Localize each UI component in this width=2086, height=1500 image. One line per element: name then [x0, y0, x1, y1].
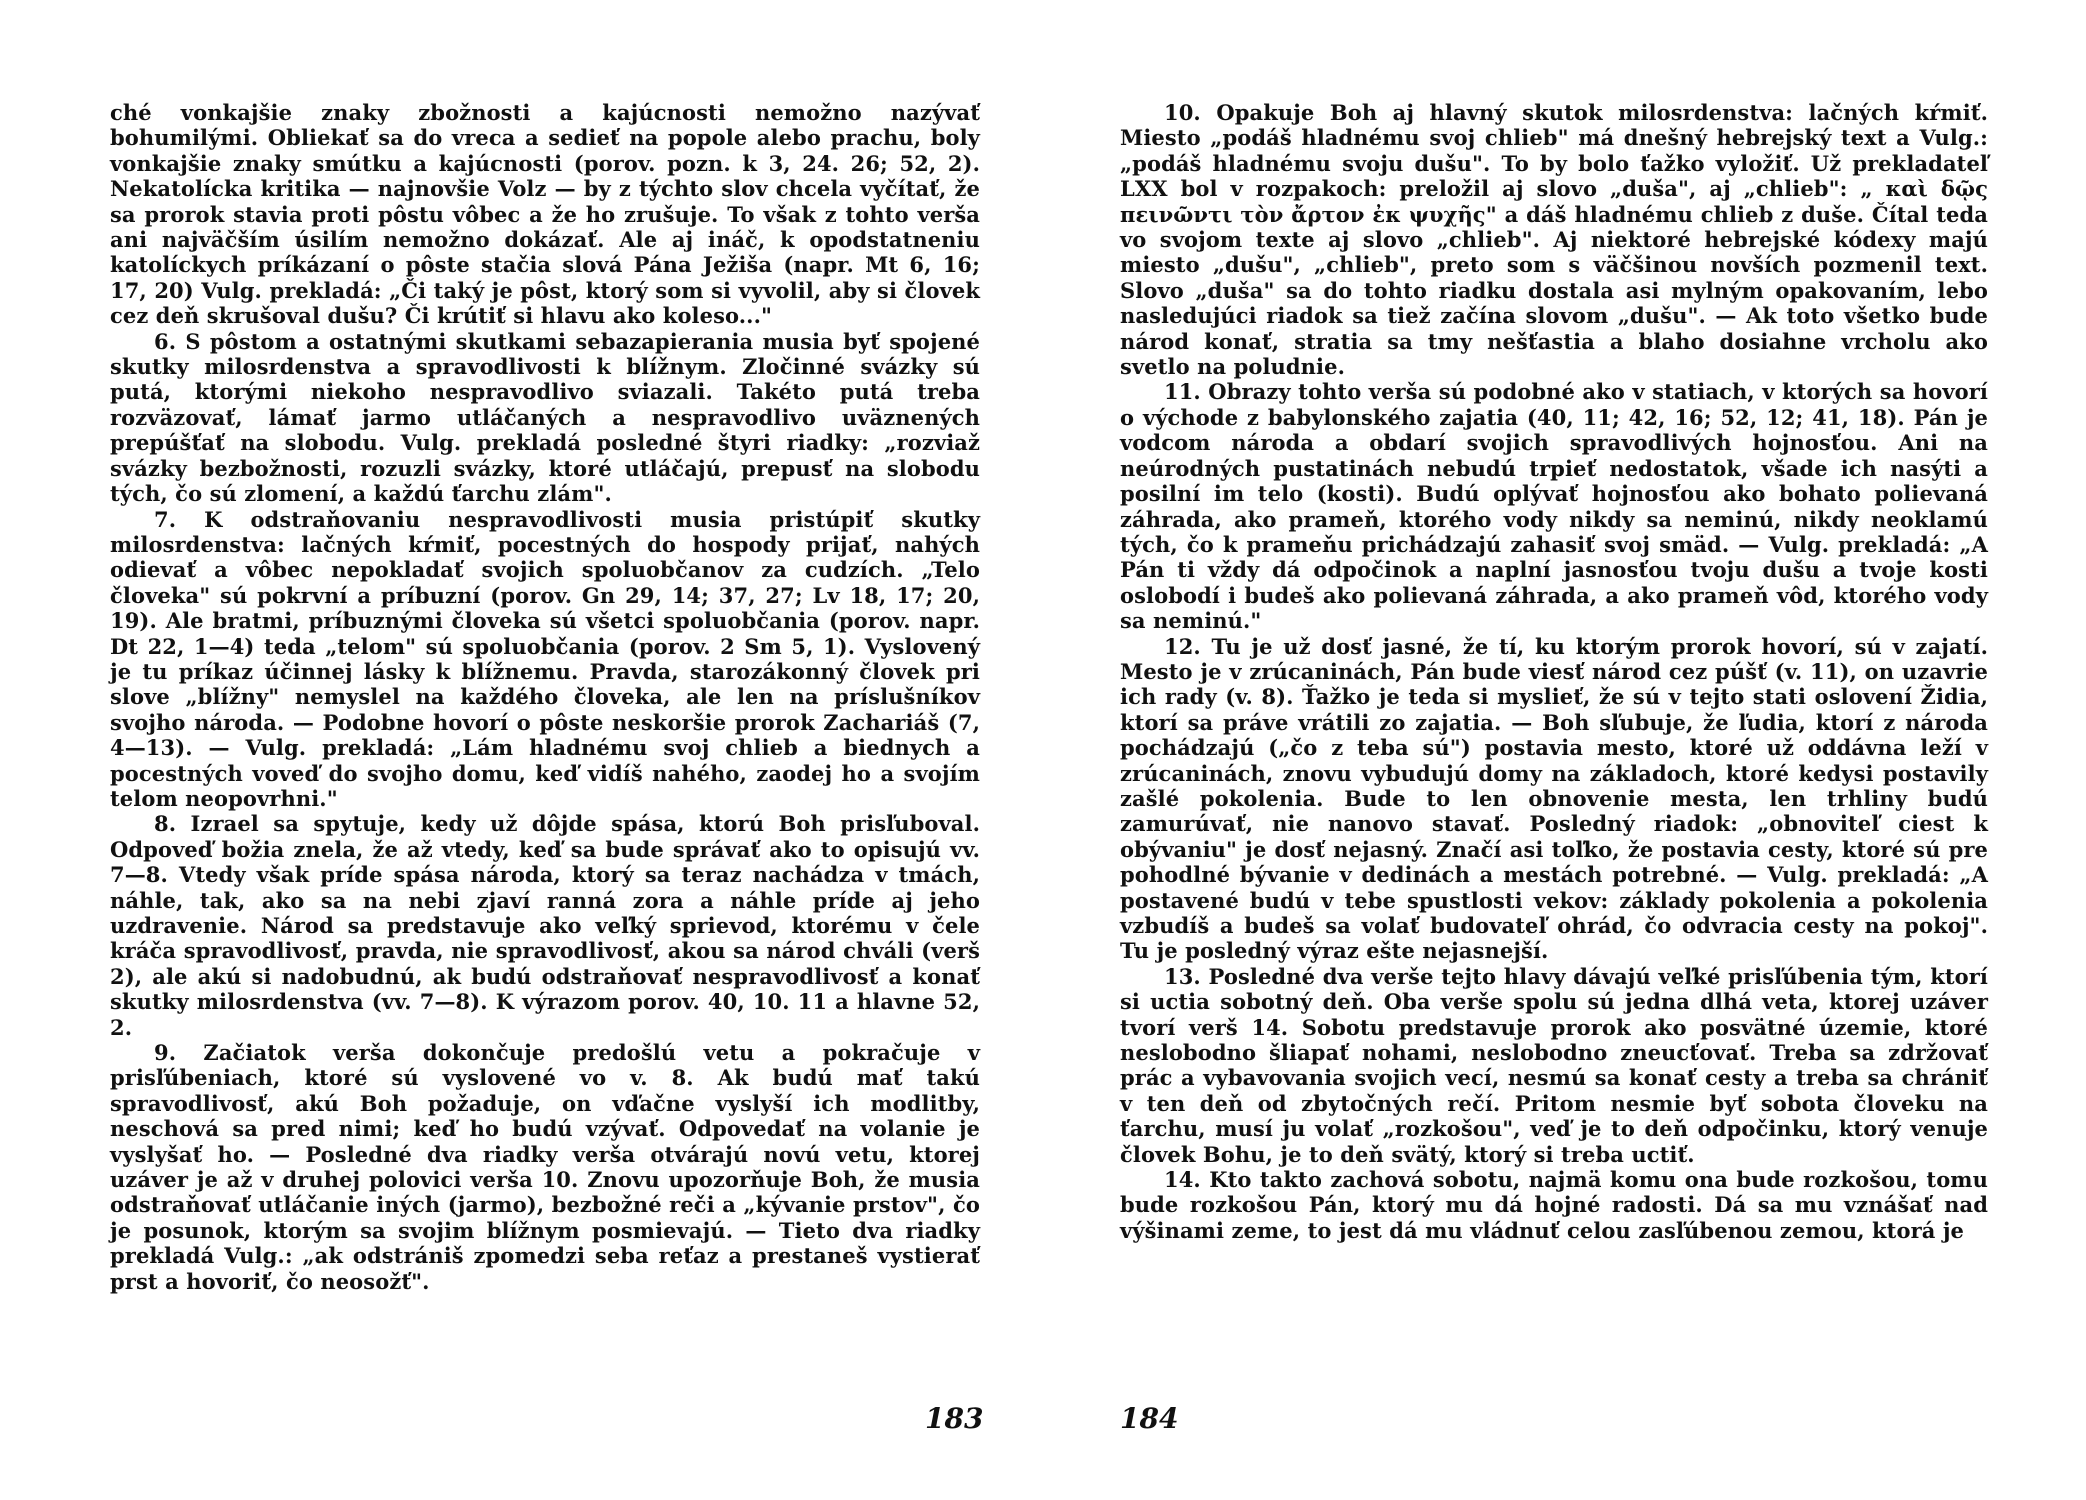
right-paragraph-13: 13. Posledné dva verše tejto hlavy dávajú veľké prisľúbenia tým, ktorí si uctia sobotný deň. Oba verše spolu sú jedna dlhá veta, ktorej uzáver tvorí verš 14. Sobotu predstavuje prorok ako posvätné územie, ktoré neslobodno šliapať nohami, neslobodno zneucťovať. Treba sa zdržovať prác a vybavovania svojich vecí, nesmú sa konať cesty a treba sa chrániť v ten deň od zbytočných rečí. Pritom nesmie byť sobota človeku na ťarchu, musí ju volať „rozkošou", veď je to deň odpočinku, ktorý venuje človek Bohu, je to deň svätý, ktorý si treba uctiť. [1120, 963, 1988, 1167]
left-paragraph-8: 8. Izrael sa spytuje, kedy už dôjde spása, ktorú Boh prisľuboval. Odpoveď božia znela, že až vtedy, keď sa bude správať ako to opisujú vv. 7—8. Vtedy však príde spása národa, ktorý sa teraz nachádza v tmách, náhle, tak, ako sa na nebi zjaví ranná zora a náhle príde aj jeho uzdravenie. Národ sa predstavuje ako veľký sprievod, ktorému v čele kráča spravodlivosť, pravda, nie spravodlivosť, akou sa národ chváli (verš 2), ale akú si nadobudnú, ak budú odstraňovať nespravodlivosť a konať skutky milosrdenstva (vv. 7—8). K výrazom porov. 40, 10. 11 a hlavne 52, 2. [110, 811, 980, 1040]
right-paragraph-12: 12. Tu je už dosť jasné, že tí, ku ktorým prorok hovorí, sú v zajatí. Mesto je v zrúcaninách, Pán bude viesť národ cez púšť (v. 11), on uzavrie ich rady (v. 8). Ťažko je teda si myslieť, že sú v tejto stati oslovení Židia, ktorí sa práve vrátili zo zajatia. — Boh sľubuje, že ľudia, ktorí z národa pochádzajú („čo z teba sú") postavia mesto, ktoré už oddávna leží v zrúcaninách, znovu vybudujú domy na základoch, ktoré kedysi postavily zašlé pokolenia. Bude to len obnovenie mesta, len trhliny budú zamurúvať, nie nanovo stavať. Posledný riadok: „obnoviteľ ciest k obývaniu" je dosť nejasný. Značí asi toľko, že postavia cesty, ktoré sú pre pohodlné bývanie v dedinách a mestách potrebné. — Vulg. prekladá: „A postavené budú v tebe spustlosti vekov: základy pokolenia a pokolenia vzbudíš a budeš sa volať budovateľ ohrád, čo odvracia cesty na pokoj". Tu je posledný výraz ešte nejasnejší. [1120, 633, 1988, 964]
left-paragraph-continued: ché vonkajšie znaky zbožnosti a kajúcnosti nemožno nazývať bohumilými. Obliekať sa do vreca a sedieť na popole alebo prachu, boly vonkajšie znaky smútku a kajúcnosti (porov. pozn. k 3, 24. 26; 52, 2). Nekatolícka kritika — najnovšie Volz — by z týchto slov chcela vyčítať, že sa prorok stavia proti pôstu vôbec a že ho zrušuje. To však z tohto verša ani najväčším úsilím nemožno dokázať. Ale aj ináč, k opodstatneniu katolíckych príkázaní o pôste stačia slová Pána Ježiša (napr. Mt 6, 16; 17, 20) Vulg. prekladá: „Či taký je pôst, ktorý som si vyvolil, aby si človek cez deň skrušoval dušu? Či krútiť si hlavu ako koleso..." [110, 100, 980, 329]
left-paragraph-6: 6. S pôstom a ostatnými skutkami sebazapierania musia byť spojené skutky milosrdenstva a spravodlivosti k blížnym. Zločinné svázky sú putá, ktorými niekoho nespravodlivo sviazali. Takéto putá treba rozväzovať, lámať jarmo utláčaných a nespravodlivo uväznených prepúšťať na slobodu. Vulg. prekladá posledné štyri riadky: „rozviaž svázky bezbožnosti, rozuzli svázky, ktoré utláčajú, prepusť na slobodu tých, čo sú zlomení, a každú ťarchu zlám". [110, 328, 980, 507]
left-page-number: 183 [925, 1402, 984, 1435]
right-paragraph-14: 14. Kto takto zachová sobotu, najmä komu ona bude rozkošou, tomu bude rozkošou Pán, ktorý mu dá hojné radosti. Dá sa mu vznášať nad výšinami zeme, to jest dá mu vládnuť celou zasľúbenou zemou, ktorá je [1120, 1167, 1988, 1243]
right-paragraph-11: 11. Obrazy tohto verša sú podobné ako v statiach, v ktorých sa hovorí o východe z babylonského zajatia (40, 11; 42, 16; 52, 12; 41, 18). Pán je vodcom národa a obdarí svojich spravodlivých hojnosťou. Ani na neúrodných pustatinách nebudú trpieť nedostatok, všade ich nasýti a posilní im telo (kosti). Budú oplývať hojnosťou ako bohato polievaná záhrada, ako prameň, ktorého vody nikdy sa neminú, nikdy neoklamú tých, čo k prameňu prichádzajú zahasiť svoj smäd. — Vulg. prekladá: „A Pán ti vždy dá odpočinok a naplní jasnosťou tvoju dušu a tvoje kosti oslobodí i budeš ako polievaná záhrada, a ako prameň vôd, ktorého vody sa neminú." [1120, 379, 1988, 634]
right-page-number: 184 [1120, 1402, 1179, 1435]
left-page [110, 100, 980, 1294]
left-paragraph-9: 9. Začiatok verša dokončuje predošlú vetu a pokračuje v prisľúbeniach, ktoré sú vyslovené vo v. 8. Ak budú mať takú spravodlivosť, akú Boh požaduje, on vďačne vyslyší ich modlitby, neschová sa pred nimi; keď ho budú vzývať. Odpovedať na volanie je vyslyšať ho. — Posledné dva riadky verša otvárajú novú vetu, ktorej uzáver je až v druhej polovici verša 10. Znovu upozorňuje Boh, že musia odstraňovať utláčanie iných (jarmo), bezbožné reči a „kývanie prstov", čo je posunok, ktorým sa svojim blížnym posmievajú. — Tieto dva riadky prekladá Vulg.: „ak odstrániš zpomedzi seba reťaz a prestaneš vystierať prst a hovoriť, čo neosožť". [110, 1040, 980, 1294]
right-page [1120, 100, 1988, 1243]
left-paragraph-7: 7. K odstraňovaniu nespravodlivosti musia pristúpiť skutky milosrdenstva: lačných kŕmiť, pocestných do hospody prijať, nahých odievať a vôbec nepokladať svojich spoluobčanov za cudzích. „Telo človeka" sú pokrvní a príbuzní (porov. Gn 29, 14; 37, 27; Lv 18, 17; 20, 19). Ale bratmi, príbuznými človeka sú všetci spoluobčania (porov. napr. Dt 22, 1—4) teda „telom" sú spoluobčania (porov. 2 Sm 5, 1). Vyslovený je tu príkaz účinnej lásky k blížnemu. Pravda, starozákonný človek pri slove „blížny" nemyslel na každého človeka, ale len na príslušníkov svojho národa. — Podobne hovorí o pôste neskoršie prorok Zachariáš (7, 4—13). — Vulg. prekladá: „Lám hladnému svoj chlieb a biednych a pocestných voveď do svojho domu, keď vidíš nahého, zaodej ho a svojím telom neopovrhni." [110, 506, 980, 811]
right-paragraph-10: 10. Opakuje Boh aj hlavný skutok milosrdenstva: lačných kŕmiť. Miesto „podáš hladnému svoj chlieb" má dnešný hebrejský text a Vulg.: „podáš hladnému svoju dušu". To by bolo ťažko vyložiť. Už prekladateľ LXX bol v rozpakoch: preložil aj slovo „duša", aj „chlieb": „ καὶ δῷς πεινῶντι τὸν ἄρτον ἐκ ψυχῆς" a dáš hladnému chlieb z duše. Čítal teda vo svojom texte aj slovo „chlieb". Aj niektoré hebrejské kódexy majú miesto „dušu", „chlieb", preto som s väčšinou novších pozmenil text. Slovo „duša" sa do tohto riadku dostala asi mylným opakovaním, lebo nasledujúci riadok sa tiež začína slovom „dušu". — Ak toto všetko bude národ konať, stratia sa tmy nešťastia a blaho dosiahne vrcholu ako svetlo na poludnie. [1120, 100, 1988, 380]
